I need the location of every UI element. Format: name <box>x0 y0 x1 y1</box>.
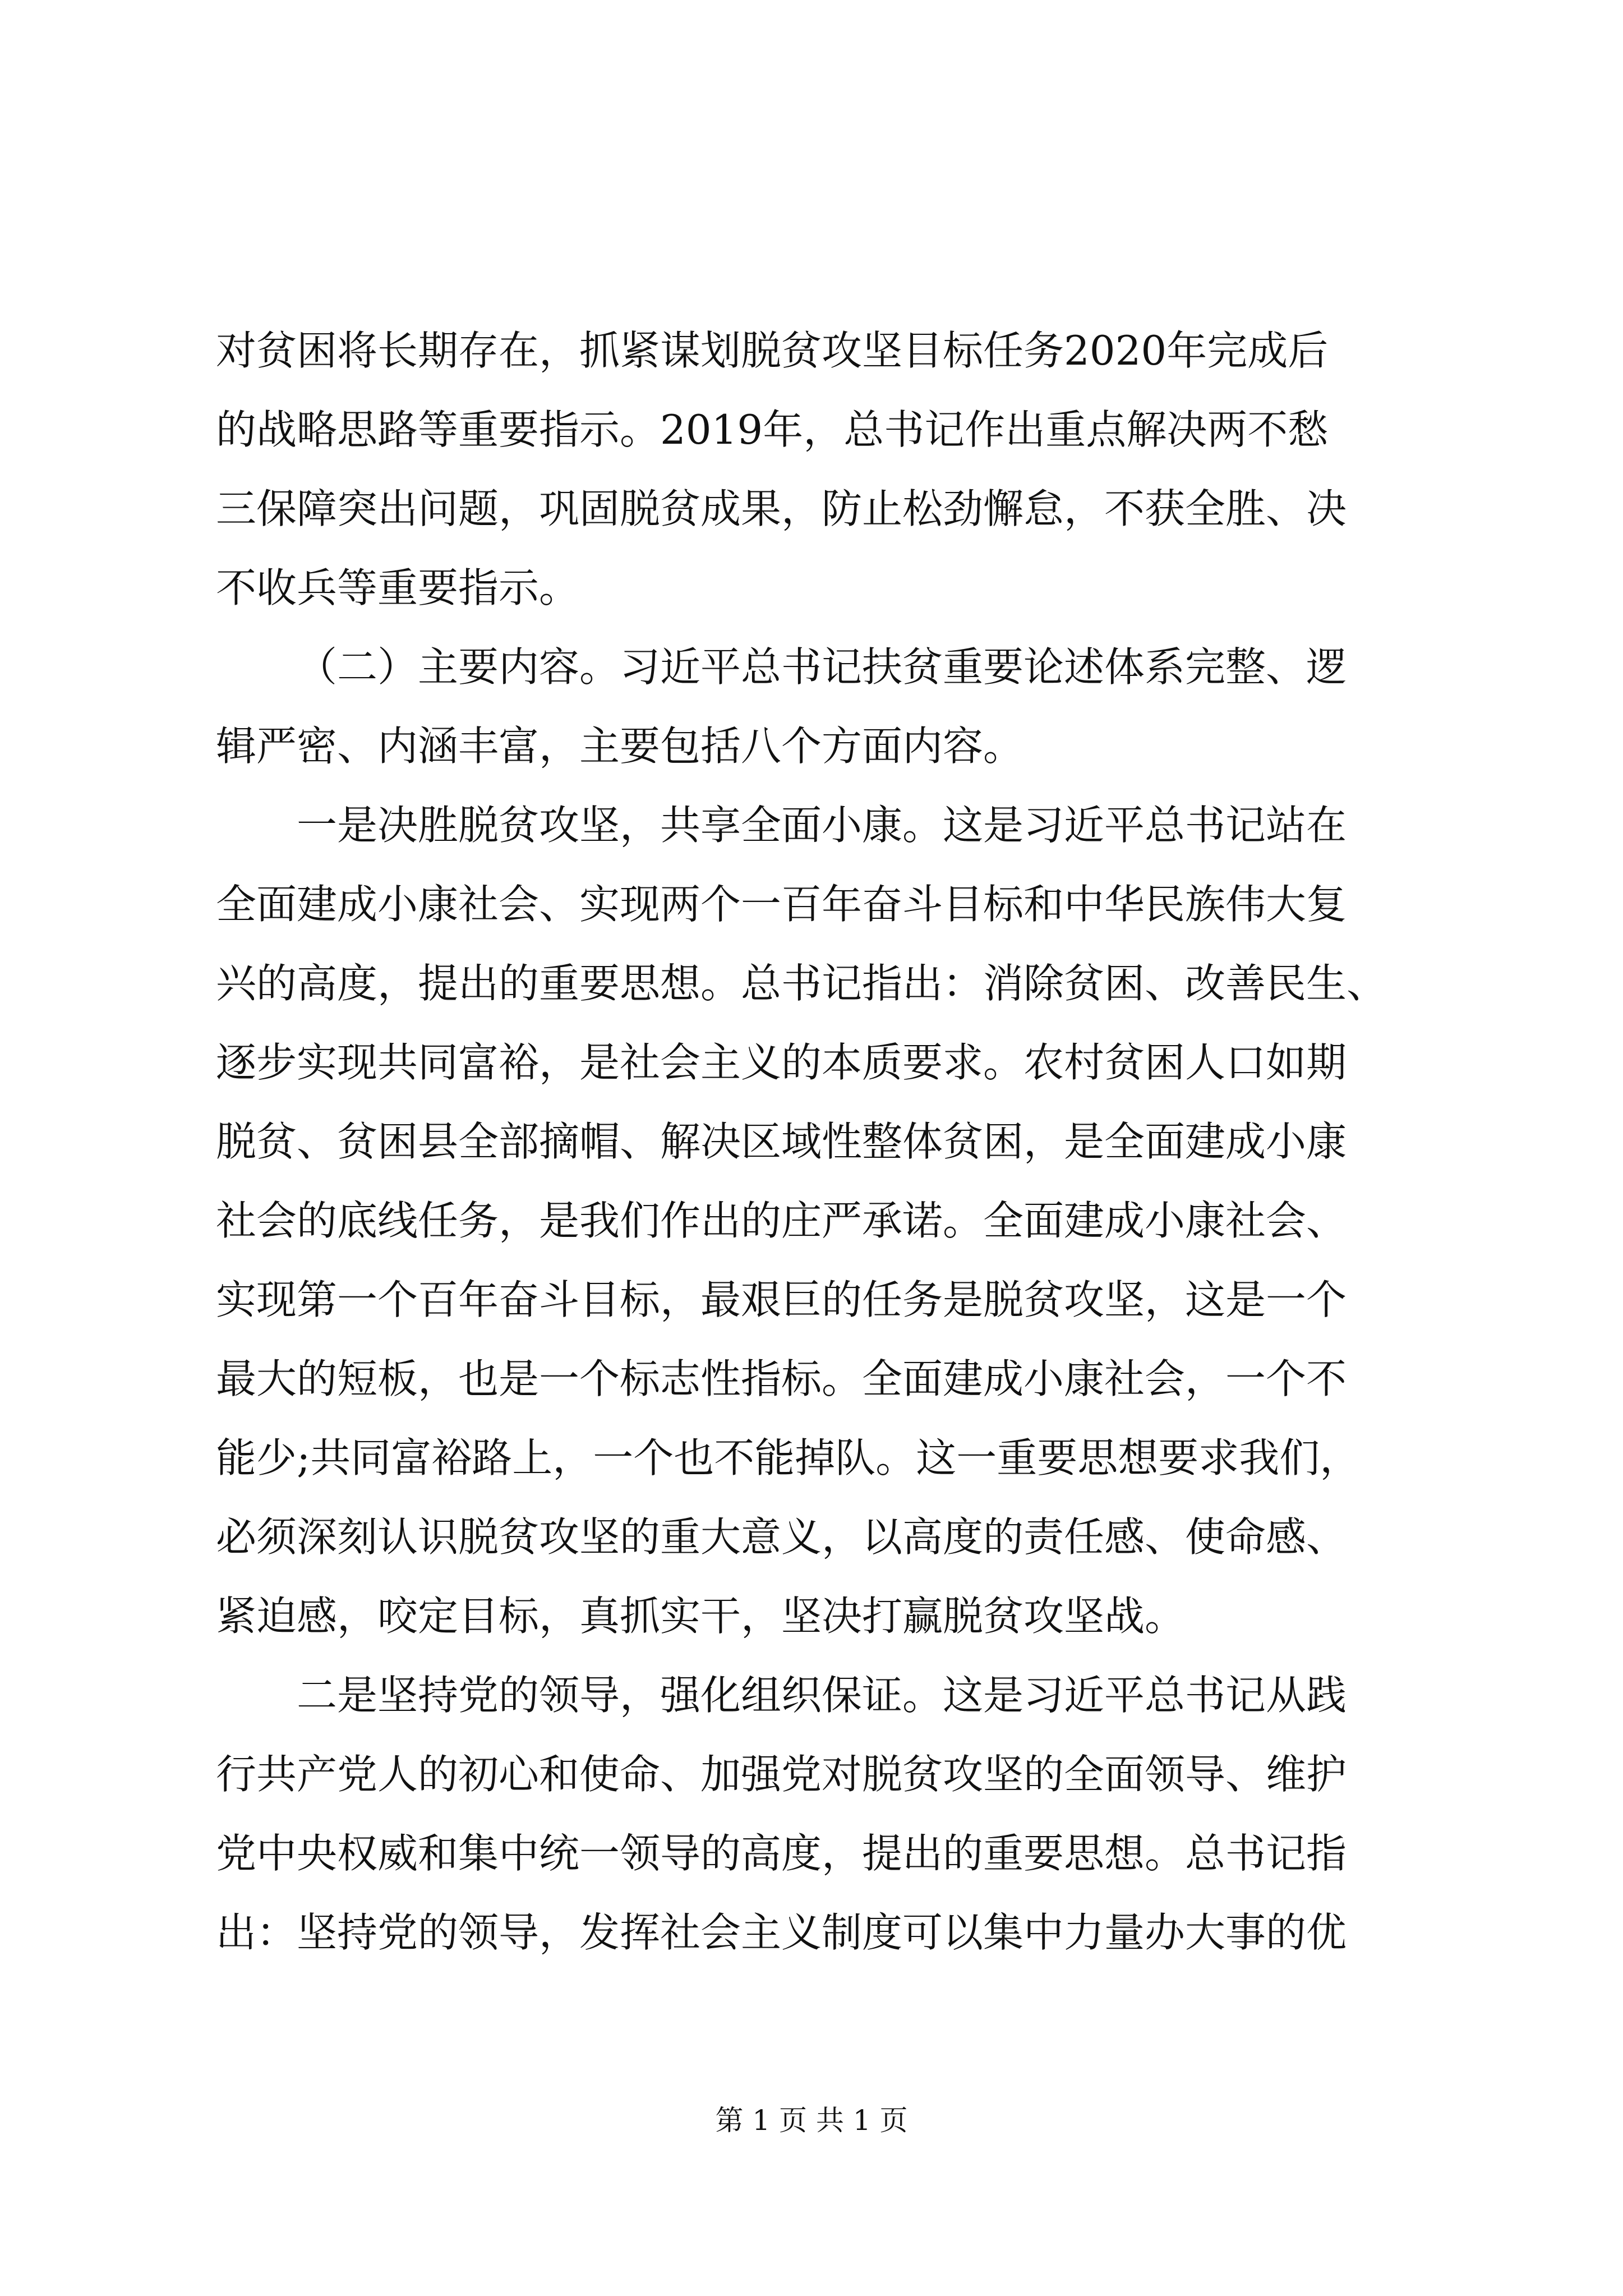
text-line: 脱贫、贫困县全部摘帽、解决区域性整体贫困，是全面建成小康 <box>216 1118 1347 1165</box>
text-line: 对贫困将长期存在，抓紧谋划脱贫攻坚目标任务2020年完成后 <box>216 327 1329 374</box>
text-line: 必须深刻认识脱贫攻坚的重大意义，以高度的责任感、使命感、 <box>216 1513 1347 1561</box>
text-line: 行共产党人的初心和使命、加强党对脱贫攻坚的全面领导、维护 <box>216 1751 1347 1798</box>
text-line: 最大的短板，也是一个标志性指标。全面建成小康社会，一个不 <box>216 1355 1347 1402</box>
text-line: 实现第一个百年奋斗目标，最艰巨的任务是脱贫攻坚，这是一个 <box>216 1276 1347 1323</box>
page-number-footer: 第 1 页 共 1 页 <box>715 2104 908 2137</box>
section-heading-line: （二）主要内容。习近平总书记扶贫重要论述体系完整、逻 <box>297 643 1347 691</box>
text-line: 全面建成小康社会、实现两个一百年奋斗目标和中华民族伟大复 <box>216 881 1347 928</box>
text-line: 党中央权威和集中统一领导的高度，提出的重要思想。总书记指 <box>216 1830 1347 1877</box>
text-line: 紧迫感，咬定目标，真抓实干，坚决打赢脱贫攻坚战。 <box>216 1593 1186 1640</box>
text-line: 的战略思路等重要指示。2019年，总书记作出重点解决两不愁 <box>216 406 1329 453</box>
text-line: 兴的高度，提出的重要思想。总书记指出：消除贫困、改善民生、 <box>216 960 1387 1007</box>
text-line: 辑严密、内涵丰富，主要包括八个方面内容。 <box>216 723 1024 770</box>
paragraph-start-line: 二是坚持党的领导，强化组织保证。这是习近平总书记从践 <box>297 1672 1347 1719</box>
text-line: 不收兵等重要指示。 <box>216 564 580 611</box>
text-line: 社会的底线任务，是我们作出的庄严承诺。全面建成小康社会、 <box>216 1197 1347 1244</box>
text-line: 逐步实现共同富裕，是社会主义的本质要求。农村贫困人口如期 <box>216 1039 1347 1086</box>
text-line: 出：坚持党的领导，发挥社会主义制度可以集中力量办大事的优 <box>216 1909 1347 1956</box>
paragraph-start-line: 一是决胜脱贫攻坚，共享全面小康。这是习近平总书记站在 <box>297 802 1347 849</box>
text-line: 能少;共同富裕路上，一个也不能掉队。这一重要思想要求我们， <box>216 1434 1361 1481</box>
text-line: 三保障突出问题，巩固脱贫成果，防止松劲懈怠，不获全胜、决 <box>216 485 1347 532</box>
